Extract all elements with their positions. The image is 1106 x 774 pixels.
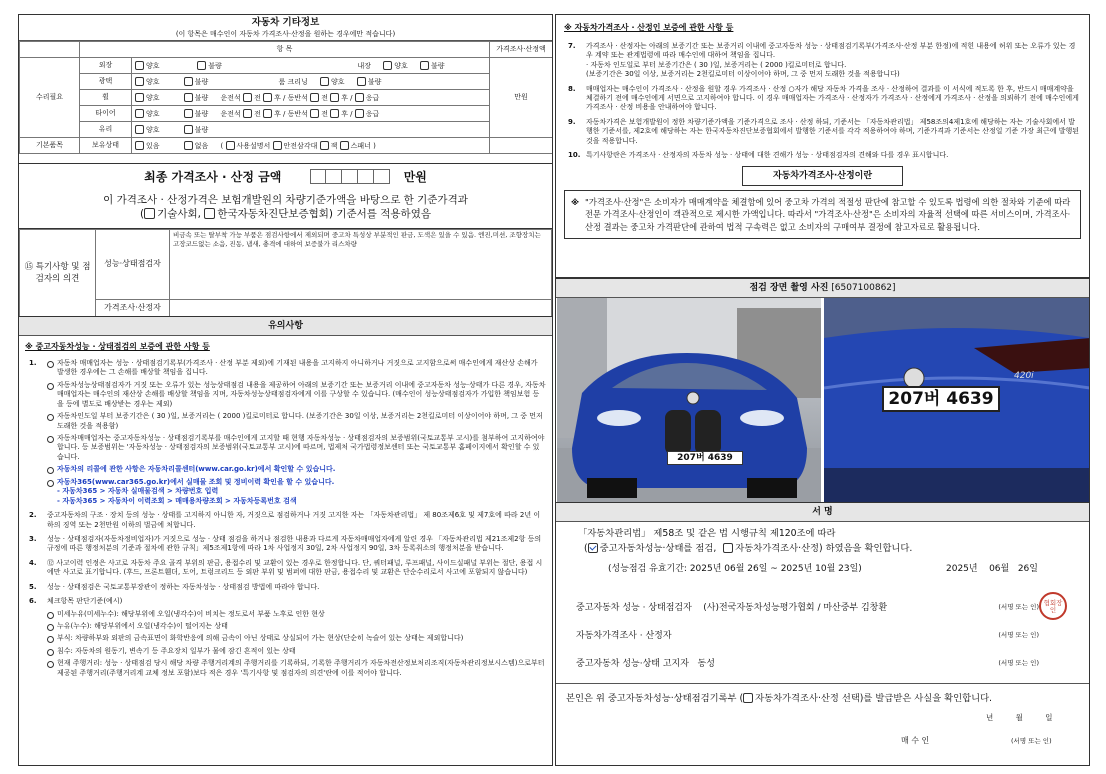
row-options: 양호 불량	[132, 122, 490, 138]
checkbox[interactable]	[184, 125, 193, 134]
notice-sub: 자동차인도일 부터 보증기간은 ( 30 )일, 보증거리는 ( 2000 )킬로미터로 합니다. (보증기간은 30일 이상, 보증거리는 2천킬로미터 이상이어야 하며, 그 중 먼저 도래한 것을 적용함)	[47, 412, 546, 431]
rear-car-photo	[824, 298, 1090, 503]
check-line: ( 중고자동차성능·상태를 점검, 자동차가격조사·산정) 하였음을 확인합니다.	[584, 542, 913, 554]
checkbox[interactable]	[135, 125, 144, 134]
special-label: ⑮ 특기사항 및 점검자의 의견	[20, 230, 96, 318]
signature-title: 서 명	[556, 503, 1089, 522]
front-car-photo	[557, 298, 821, 503]
final-price-panel	[18, 163, 553, 229]
appraisal-item-9: 9. 자동차가격은 보험개발원이 정한 차량기준가액을 기준가격으로 조사 · 산정 하되, 기준서는 「자동차관리법」 제58조의4제1호에 해당하는 자는 기술사회에서 발행한 기준서를, 제2호에 해당하는 자는 한국자동차진단보증협회에서 발행한 기준서를 각각 적용하여야 하며, 기준가격과 기준서는 산정일 기준 가장 최근에 발행된 것을 적용합니다.	[568, 117, 1080, 145]
recall-link[interactable]: 자동차의 리콜에 관한 사항은 자동차리콜센터(www.car.go.kr)에서 확인할 수 있습니다.	[47, 465, 546, 474]
checkbox[interactable]	[355, 93, 364, 102]
row-label: 외장	[80, 58, 132, 74]
receipt-checkbox[interactable]	[743, 693, 753, 703]
row-label: 유리	[80, 122, 132, 138]
checkbox[interactable]	[226, 141, 235, 150]
checkbox[interactable]	[243, 109, 252, 118]
appraisal-definition-box: ※ "가격조사·산정"은 소비자가 매매계약을 체결함에 있어 중고차 가격의 적절성 판단에 참고할 수 있도록 법령에 의한 절차와 기준에 따라 전문 가격조사·산정인이 객관적으로 제시한 가액입니다. 따라서 "가격조사·산정"은 소비자의 자율적 선택에 따른 서비스이며, 가격조사·산정 결과는 중고차 가격판단에 관하여 법적 구속력은 없고 소비자의 구매여부 결정에 참고자료로 활용됩니다.	[564, 190, 1081, 239]
official-seal: 협회장인	[1039, 592, 1067, 620]
front-license-plate: 207버 4639	[667, 451, 743, 465]
repair-group-label: 수리필요	[20, 58, 80, 138]
checkbox[interactable]	[135, 61, 144, 70]
header-appraisal: 가격조사·산정액	[490, 42, 553, 58]
checkbox[interactable]	[420, 61, 429, 70]
other-info-subtitle: (이 항목은 매수인이 자동차 가격조사·산정을 원하는 경우에만 적습니다)	[19, 30, 552, 41]
final-price-line2: ( 기술사회, 한국자동차진단보증협회) 기준서를 적용하였음	[139, 208, 431, 221]
checkbox[interactable]	[263, 109, 272, 118]
final-price-line1: 이 가격조사 · 산정가격은 보험개발원의 차량기준가액을 바탕으로 한 기준가격과	[103, 194, 468, 207]
checkbox[interactable]	[197, 61, 206, 70]
row-label: 휠	[80, 90, 132, 106]
checkbox[interactable]	[135, 77, 144, 86]
other-info-title: 자동차 기타정보	[251, 17, 320, 28]
checkbox[interactable]	[310, 109, 319, 118]
appraisal-item-8: 8. 매매업자는 매수인이 가격조사 · 산정을 원할 경우 가격조사 · 산정 ○자가 해당 자동차 가격을 조사 · 산정하여 결과를 이 서식에 적도록 한 후, 반드시 매매계약을 체결하기 전에 매수인에게 서면으로 고지하여야 합니다. 이 경우 매매업자는 가격조사 · 산정자가 가격조사 · 산정에게 가격조사 · 산정을 의뢰하기 전에 매수인에게 가격조사 · 산정 비용을 안내하여야 합니다.	[568, 84, 1079, 112]
final-price-unit: 만원	[403, 170, 427, 184]
notice-item-5: 5. 성능 · 상태점검은 국토교통부장관이 정하는 자동차성능 · 상태점검 방법에 따라야 합니다.	[29, 582, 320, 591]
appraisal-item-10: 10. 특기사항란은 가격조사 · 산정자의 자동차 성능 · 상태에 대한 견해가 성능 · 상태점검자의 견해와 다를 경우 표시합니다.	[568, 151, 949, 160]
notice-item-1: 1. 자동차 매매업자는 성능 · 상태점검기록부(가격조사 · 산정 부분 제외)에 기재된 내용을 고지하지 아니하거나 거짓으로 고지함으로써 매수인에게 재산상 손해가 발생한 경우에는 그 손해를 배상할 책임을 집니다. 자동차성능상태점검자가 거짓 또는 오류가 있는 성능상태점검 내용을 제공하여 아래의 보증기간 또는 보증거리 이내에 중고자동차 성능·상태가 다른 경우, 자동차매매업자는 매수인의 재산상 손해를 배상할 책임을 지며, 자동차성능상태점검자에게 이를 구상할 수 있습니다. (매수인이 성능상태점검자가 가입한 책임보험 등을 등에 별도로 배상받는 경우는 제외) 자동차인도일 부터 보증기간은 ( 30 )일, 보증거리는 ( 2000 )킬로미터로 합니다. (보증기간은 30일 이상, 보증거리는 2천킬로미터 이상이어야 하며, 그 중 먼저 도래한 것을 적용함) 자동차매매업자는 중고자동차성능 · 상태점검기록부를 매수인에게 고지할 때 현행 자동차성능 · 상태점검자의 보증범위(국토교통부 고시)를 첨부하여 고지하여야 합니다. 등 보증범위는 '자동차성능 · 상태점검자의 보증범위(국토교통부 고시)에 따르며, 법제처 국가법령정보센터 또는 국토교통부 홈페이지에서 확인할 수 있습니다. 자동차의 리콜에 관한 사항은 자동차리콜센터(www.car.go.kr)에서 확인할 수 있습니다. 자동차365(www.car365.go.kr)에서 실매물 조회 및 정비이력 확인을 할 수 있습니다. - 자동차365 > 자동차 실매물검색 > 차량번호 입력 - 자동차365 > 자동차이 이력조회 > 매매용차량조회 > 자동차등록번호 검색	[29, 358, 546, 505]
special-row1-label: 성능·상태점검자	[96, 230, 170, 300]
model-badge: 420i	[1014, 371, 1034, 381]
rear-license-plate: 207버 4639	[882, 386, 1000, 412]
special-notes-panel	[18, 228, 553, 317]
checkbox[interactable]	[204, 208, 215, 219]
row-options: 양호 불량 룸 크리닝 양호 불량	[132, 74, 490, 90]
special-row1-text: 비금속 또는 탈부착 가능 부품은 점검사항에서 제외되며 중고차 특성상 부분적인 판금, 도색은 있을 수 있음. 엔진,미션, 조향장치는 고장코드없는 소음, 진동, 냄새, 충격에 대하여 보증불가 리스차량	[170, 230, 552, 300]
checkbox[interactable]	[310, 93, 319, 102]
basic-label: 기본품목	[20, 138, 80, 154]
car365-path-1: - 자동차365 > 자동차 실매물검색 > 차량번호 입력	[57, 487, 219, 496]
checkbox[interactable]	[135, 141, 144, 150]
checkbox[interactable]	[184, 141, 193, 150]
checkbox[interactable]	[330, 93, 339, 102]
other-info-table	[19, 41, 553, 154]
appraisal-checkbox[interactable]	[723, 543, 733, 553]
notice-sub: 현재 주행거리: 성능 · 상태점검 당시 해당 차량 주행거리계의 주행거리를 기록하되, 기록한 주행거리가 자동차전산정보처리조직(자동차관리정보시스템)으로부터 제공된 주행거리(주행거리계 교체 정보 포함)보다 적은 경우 '특기사항 및 점검자의 의견'란에 이를 적어야 합니다.	[47, 659, 546, 678]
row-label: 광택	[80, 74, 132, 90]
other-info-panel	[18, 14, 553, 164]
notice-sub: 자동차매매업자는 중고자동차성능 · 상태점검기록부를 매수인에게 고지할 때 현행 자동차성능 · 상태점검자의 보증범위(국토교통부 고시)를 첨부하여 고지하여야 합니다. 등 보증범위는 '자동차성능 · 상태점검자의 보증범위(국토교통부 고시)에 따르며, 법제처 국가법령정보센터 또는 국토교통부 홈페이지에서 확인할 수 있습니다.	[47, 434, 546, 462]
checkbox[interactable]	[184, 77, 193, 86]
special-row2-label: 가격조사·산정자	[96, 300, 170, 318]
inspection-checkbox[interactable]	[588, 543, 598, 553]
basic-options: 있음 없음 ( 사용설명서 안전삼각대 잭 스패너 )	[132, 138, 490, 154]
checkbox[interactable]	[273, 141, 282, 150]
buyer-label: 매 수 인	[901, 736, 930, 745]
photo-code: [6507100862]	[831, 283, 896, 293]
notice-sub: 침수: 자동차의 원동기, 변속기 등 주요장치 일부가 물에 잠긴 흔적이 있는 상태	[47, 647, 546, 656]
car365-link[interactable]: 자동차365(www.car365.go.kr)에서 실매물 조회 및 정비이력 확인을 할 수 있습니다.	[47, 478, 546, 487]
basic-sub: 보유상태	[80, 138, 132, 154]
row-label: 타이어	[80, 106, 132, 122]
checkbox[interactable]	[340, 141, 349, 150]
validity-period: (성능점검 유효기간: 2025년 06월 26일 ~ 2025년 10월 23일)	[608, 564, 862, 574]
final-price-title: 최종 가격조사 · 산정 금액	[144, 170, 282, 184]
row-options: 양호 불량 내장 양호 불량	[132, 58, 490, 74]
checkbox[interactable]	[383, 61, 392, 70]
notice-sub: 누유(누수): 해당부위에서 오일(냉각수)이 떨어지는 상태	[47, 622, 546, 631]
notice-heading: ※ 중고자동차성능 · 상태점검의 보증에 관한 사항 등	[25, 342, 210, 352]
appraisal-item-7: 7. 가격조사 · 산정자는 아래의 보증기간 또는 보증거리 이내에 중고자동차 성능 · 상태점검기록부(가격조사·산정 부분 한정)에 적힌 내용에 허위 또는 오류가 있는 경우 계약 또는 관계법령에 따라 매수인에 대하여 책임을 집니다. · 자동차 인도일로 부터 보증기간은 ( 30 )일, 보증거리는 ( 2000 )킬로미터로 합니다. (보증기간은 30일 이상, 보증거리는 2천킬로미터 이상이어야 하며, 그 중 먼저 도래한 것을 적용합니다)	[568, 41, 1076, 79]
checkbox[interactable]	[243, 93, 252, 102]
checkbox[interactable]	[135, 93, 144, 102]
checkbox[interactable]	[355, 109, 364, 118]
notice-item-6: 6. 체크항목 판단기준(예시) 미세누유(미세누수): 해당부위에 오일(냉각수)이 비치는 정도로서 부품 노후로 인한 현상 누유(누수): 해당부위에서 오일(냉각수)이 떨어지는 상태 부식: 차량하부와 외판의 금속표면이 화학반응에 의해 금속이 아닌 상태로 상실되어 가는 현상(단순히 녹슬어 있는 상태는 제외합니다) 침수: 자동차의 원동기, 변속기 등 주요장치 일부가 물에 잠긴 흔적이 있는 상태 현재 주행거리: 성능 · 상태점검 당시 해당 차량 주행거리계의 주행거리를 기록하되, 기록한 주행거리가 자동차전산정보처리조직(자동차관리정보시스템)으로부터 제공된 주행거리(주행거리계 교체 정보 포함)보다 적은 경우 '특기사항 및 점검자의 의견'란에 이를 적어야 합니다.	[29, 597, 545, 677]
sign-date: 2025년 06월 26일	[946, 564, 1038, 574]
front-car-illustration	[557, 298, 821, 503]
checkbox[interactable]	[330, 109, 339, 118]
checkbox[interactable]	[320, 141, 329, 150]
checkbox[interactable]	[135, 109, 144, 118]
notice-sub: 자동차성능상태점검자가 거짓 또는 오류가 있는 성능상태점검 내용을 제공하여 아래의 보증기간 또는 보증거리 이내에 중고자동차 성능·상태가 다른 경우, 자동차매매업자는 매수인의 재산상 손해를 배상할 책임을 지며, 자동차성능상태점검자에게 이를 구상할 수 있습니다. (매수인이 성능상태점검자가 가입한 책임보험 등을 등에 별도로 배상받는 경우는 제외)	[47, 381, 546, 409]
notice-sub: 미세누유(미세누수): 해당부위에 오일(냉각수)이 비치는 정도로서 부품 노후로 인한 현상	[47, 610, 546, 619]
inspector-row: 중고자동차 성능 · 상태점검자 (사)전국자동차성능평가협회 / 마산중부 김창환 (서명 또는 인) 협회장인	[576, 602, 1069, 614]
checkbox[interactable]	[263, 93, 272, 102]
photo-panel	[555, 278, 1090, 503]
checkbox[interactable]	[184, 109, 193, 118]
receipt-line: 본인은 위 중고자동차성능·상태점검기록부 ( 자동차가격조사·산정 선택)를 발급받은 사실을 확인합니다.	[566, 693, 993, 704]
law-line: 「자동차관리법」 제58조 및 같은 법 시행규칙 제120조에 따라	[578, 528, 836, 540]
notifier-row: 중고자동차 성능·상태 고지자 동성 (서명 또는 인)	[576, 659, 1039, 669]
notice-item-3: 3. 성능 · 상태점검자(자동차정비업자)가 거짓으로 성능 · 상태 점검을 하거나 점검한 내용과 다르게 자동차매매업자에게 알린 경우 「자동차관리법 제21조제2항 등의 규정에 따른 행정처분의 기준과 절차에 관한 규칙」제5조제1항에 따라 1차 사업정지 30일, 2차 사업정지 90일, 3차 등록취소의 행정처분을 받습니다.	[29, 534, 542, 553]
checkbox[interactable]	[320, 77, 329, 86]
checkbox[interactable]	[357, 77, 366, 86]
notice-panel	[18, 316, 553, 766]
notice-item-4: 4. ⑫ 사고이력 인정은 사고로 자동차 주요 골격 부위의 판금, 용접수리 및 교환이 있는 경우로 한정합니다. 단, 쿼터패널, 루프패널, 사이드실패널 부위는 절단, 용접 시에만 사고로 표기합니다. (후드, 프론트휀더, 도어, 트렁크리드 등 외판 부위 및 범퍼에 대한 판금, 용접수리 및 교환은 단순수리로서 사고에 포함되지 않습니다)	[29, 558, 543, 577]
notice-item-2: 2. 중고자동차의 구조 · 장치 등의 성능 · 상태를 고지하지 아니한 자, 거짓으로 점검하거나 거짓 고지한 자는 「자동차관리법」 제 80조제6호 및 제7호에 따라 2년 이하의 징역 또는 2천만원 이하의 벌금에 처합니다.	[29, 511, 541, 529]
signature-panel	[555, 502, 1090, 766]
notice-sub: 부식: 차량하부와 외판의 금속표면이 화학반응에 의해 금속이 아닌 상태로 상실되어 가는 현상(단순히 녹슬어 있는 상태는 제외합니다)	[47, 634, 546, 643]
notice-sub: 자동차 매매업자는 성능 · 상태점검기록부(가격조사 · 산정 부분 제외)에 기재된 내용을 고지하지 아니하거나 거짓으로 고지함으로써 매수인에게 재산상 손해가 발생한 경우에는 그 손해를 배상할 책임을 집니다.	[47, 359, 546, 378]
photo-title: 점검 장면 촬영 사진	[749, 283, 829, 293]
row-options: 양호 불량 운전석 전 후 / 동반석 전 후 / 응급	[132, 90, 490, 106]
appraisal-box-title: 자동차가격조사·산정이란	[742, 166, 903, 186]
row-options: 양호 불량 운전석 전 후 / 동반석 전 후 / 응급	[132, 106, 490, 122]
appraiser-row: 자동차가격조사 · 산정자 (서명 또는 인)	[576, 631, 1039, 641]
appraisal-heading: ※ 자동차가격조사 · 산정인 보증에 관한 사항 등	[564, 23, 734, 32]
price-boxes[interactable]	[310, 169, 390, 188]
receipt-date: 년 월 일	[986, 713, 1053, 722]
header-item: 항 목	[80, 42, 490, 58]
car365-path-2: - 자동차365 > 자동차이 이력조회 > 매매용차량조회 > 자동차등록번호 검색	[57, 496, 297, 505]
checkbox[interactable]	[144, 208, 155, 219]
checkbox[interactable]	[184, 93, 193, 102]
appraisal-notice-panel	[555, 14, 1090, 278]
notice-title: 유의사항	[19, 317, 552, 336]
won-unit: 만원	[490, 58, 553, 138]
buyer-sign-hint: (서명 또는 인)	[1011, 737, 1052, 745]
